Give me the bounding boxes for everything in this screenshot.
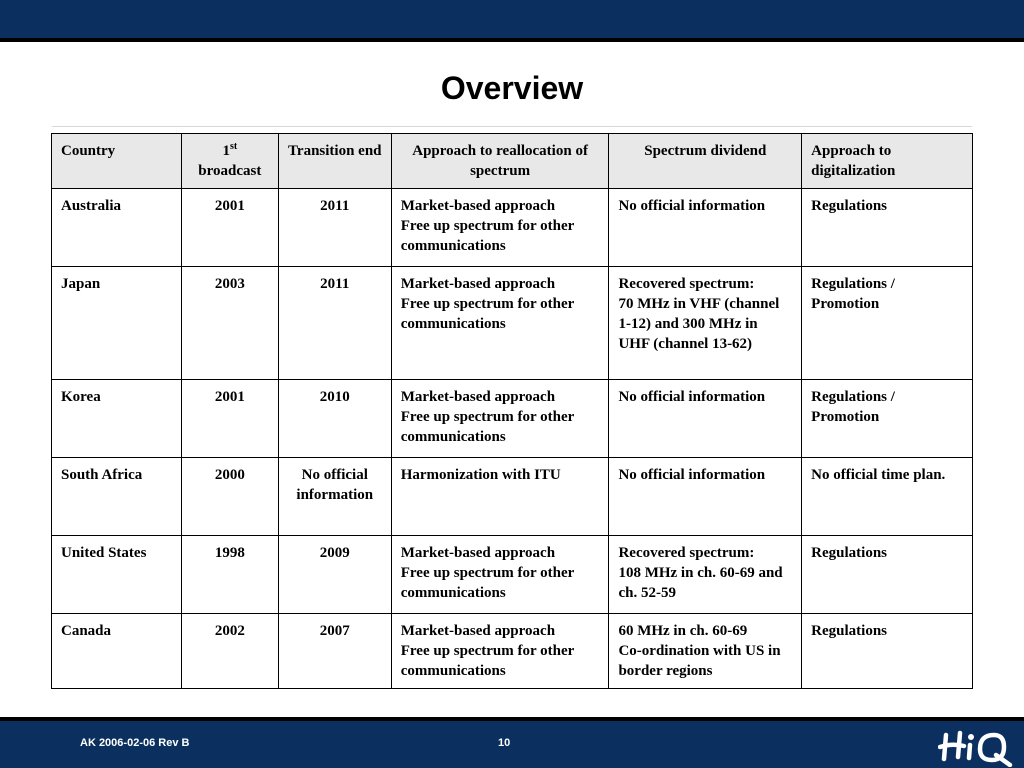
cell-digitalization: Regulations [802, 536, 973, 614]
table-row [52, 380, 973, 458]
cell-dividend: No official information [609, 380, 802, 458]
header-first-broadcast [181, 134, 278, 189]
header-country: Country [52, 134, 182, 189]
cell-country: Korea [52, 380, 182, 458]
cell-approach: Market-based approach Free up spectrum for other communications [391, 614, 609, 689]
cell-dividend: Recovered spectrum: 70 MHz in VHF (channel 1-12) and 300 MHz in UHF (channel 13-62) [609, 267, 802, 380]
cell-country: Japan [52, 267, 182, 380]
cell-digitalization: No official time plan. [802, 458, 973, 536]
top-banner [0, 0, 1024, 38]
overview-table [51, 133, 973, 689]
cell-first-broadcast: 2001 [181, 380, 278, 458]
cell-transition-end: 2010 [278, 380, 391, 458]
cell-first-broadcast: 2001 [181, 189, 278, 267]
cell-approach: Harmonization with ITU [391, 458, 609, 536]
hiq-logo-icon [938, 727, 1014, 767]
title-divider [52, 126, 972, 127]
table-row [52, 536, 973, 614]
cell-dividend: 60 MHz in ch. 60-69 Co-ordination with US in border regions [609, 614, 802, 689]
cell-approach: Market-based approach Free up spectrum for other communications [391, 189, 609, 267]
header-first-broadcast-word: broadcast [198, 163, 262, 179]
page-number: 10 [498, 737, 511, 749]
top-divider [0, 38, 1024, 42]
cell-transition-end: 2011 [278, 189, 391, 267]
table-header-row [52, 134, 973, 189]
cell-transition-end: No official information [278, 458, 391, 536]
cell-first-broadcast: 2003 [181, 267, 278, 380]
cell-approach: Market-based approach Free up spectrum for other communications [391, 267, 609, 380]
cell-dividend: No official information [609, 458, 802, 536]
header-spectrum-dividend: Spectrum dividend [609, 134, 802, 189]
header-approach-reallocation: Approach to reallocation of spectrum [391, 134, 609, 189]
cell-transition-end: 2011 [278, 267, 391, 380]
cell-digitalization: Regulations [802, 614, 973, 689]
cell-digitalization: Regulations / Promotion [802, 380, 973, 458]
header-transition-end: Transition end [278, 134, 391, 189]
cell-digitalization: Regulations / Promotion [802, 267, 973, 380]
table-row [52, 267, 973, 380]
cell-transition-end: 2007 [278, 614, 391, 689]
cell-first-broadcast: 1998 [181, 536, 278, 614]
cell-dividend: Recovered spectrum: 108 MHz in ch. 60-69 and ch. 52-59 [609, 536, 802, 614]
cell-country: United States [52, 536, 182, 614]
slide-title: Overview [440, 70, 584, 106]
header-first-broadcast-suffix: st [229, 141, 238, 152]
cell-digitalization: Regulations [802, 189, 973, 267]
cell-first-broadcast: 2002 [181, 614, 278, 689]
header-first-broadcast-number: 1 [222, 143, 230, 159]
table-row [52, 189, 973, 267]
cell-transition-end: 2009 [278, 536, 391, 614]
cell-country: Canada [52, 614, 182, 689]
table-row [52, 458, 973, 536]
cell-first-broadcast: 2000 [181, 458, 278, 536]
header-approach-digitalization: Approach to digitalization [802, 134, 973, 189]
cell-approach: Market-based approach Free up spectrum for other communications [391, 536, 609, 614]
cell-approach: Market-based approach Free up spectrum for other communications [391, 380, 609, 458]
footer-document-id: AK 2006-02-06 Rev B [80, 737, 190, 749]
cell-country: South Africa [52, 458, 182, 536]
cell-dividend: No official information [609, 189, 802, 267]
table-row [52, 614, 973, 689]
cell-country: Australia [52, 189, 182, 267]
